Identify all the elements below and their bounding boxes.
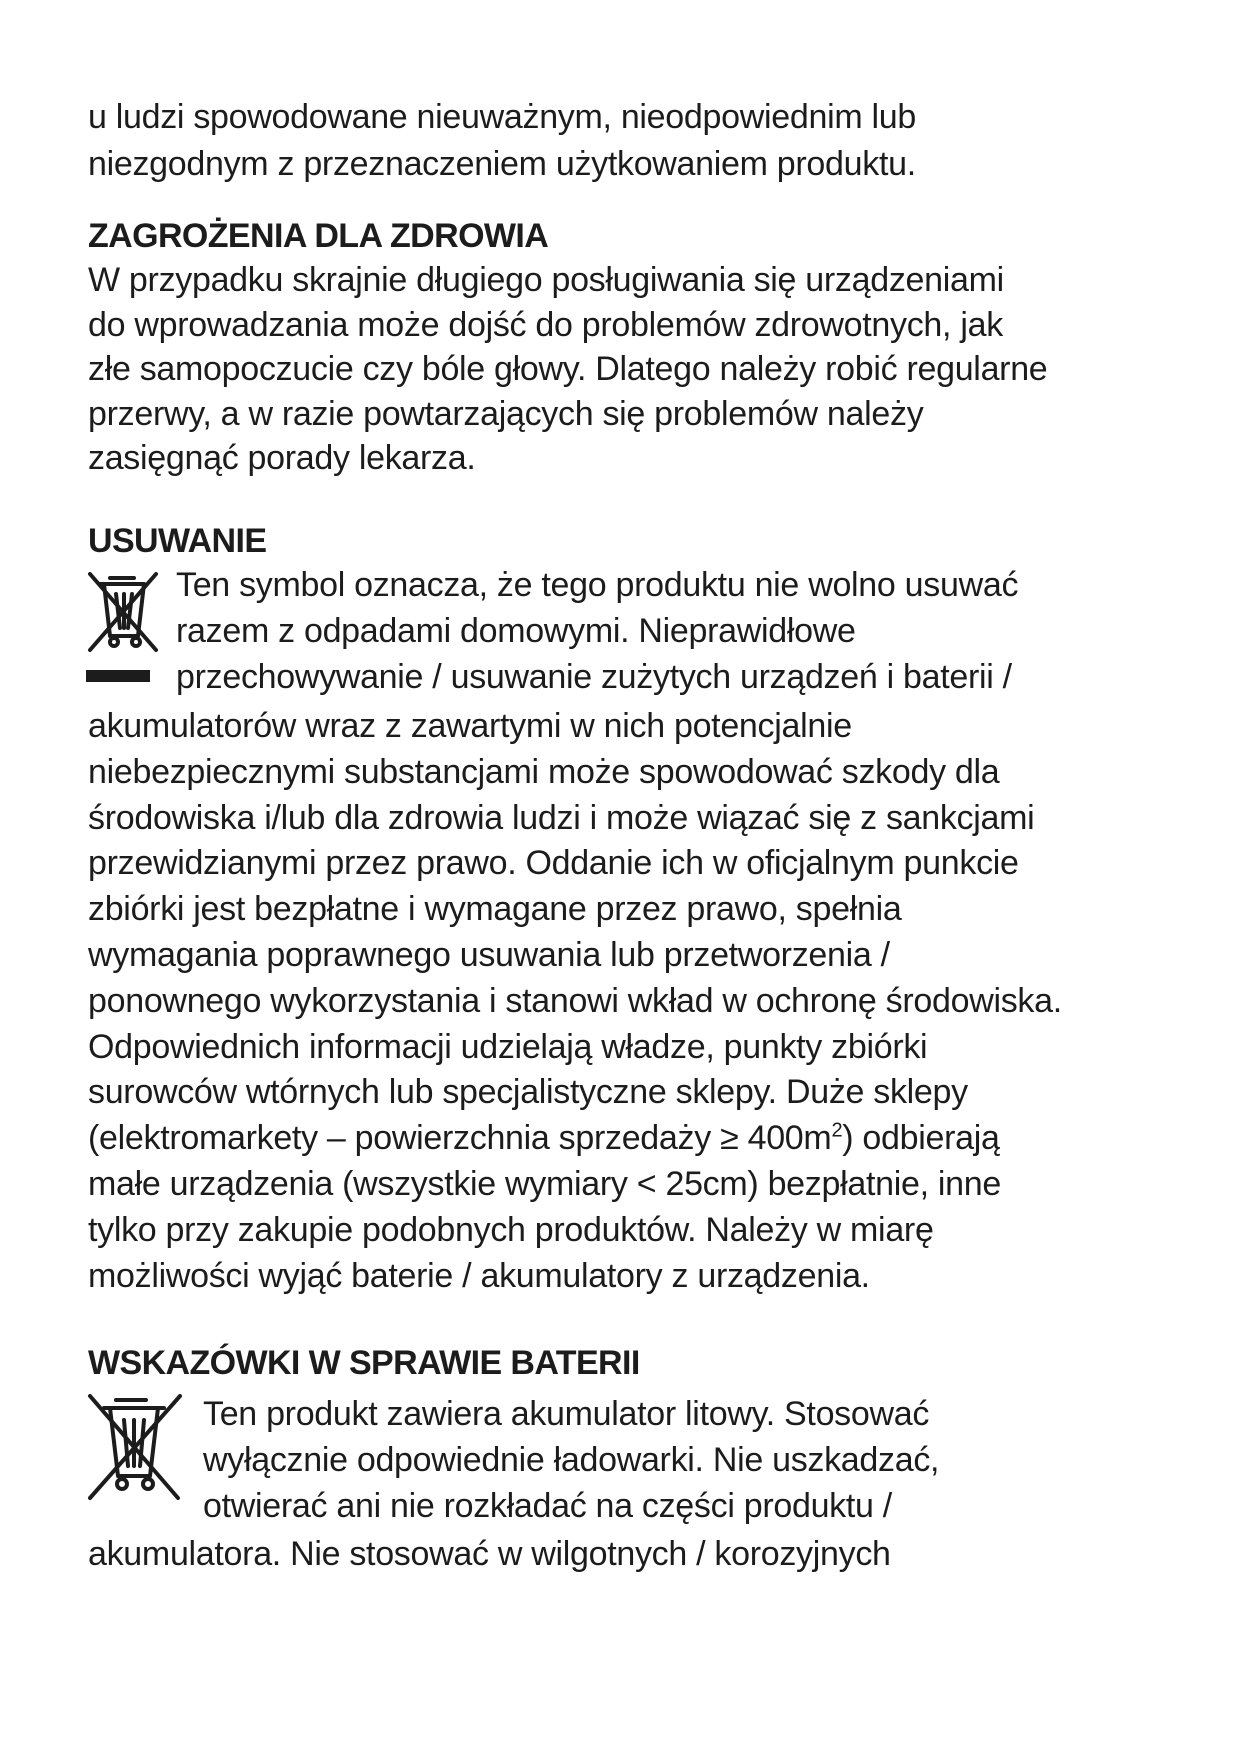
text-line: do wprowadzania może dojść do problemów zdrowotnych, jak — [88, 305, 1003, 344]
text-line: środowiska i/lub dla zdrowia ludzi i może wiązać się z sankcjami — [88, 798, 1035, 837]
text-line: wyłącznie odpowiednie ładowarki. Nie uszkadzać, — [203, 1441, 940, 1479]
text-line: Ten produkt zawiera akumulator litowy. Stosować — [203, 1395, 930, 1433]
text-line: niezgodnym z przeznaczeniem użytkowaniem produktu. — [88, 145, 916, 183]
health-paragraph — [88, 258, 1168, 481]
intro-paragraph — [88, 94, 1168, 188]
text-line: niebezpiecznymi substancjami może spowodować szkody dla — [88, 752, 1000, 791]
text-line: akumulatora. Nie stosować w wilgotnych / korozyjnych — [88, 1535, 891, 1573]
text-line: przerwy, a w razie powtarzających się problemów należy — [88, 394, 924, 433]
area-text-after: ) odbierają — [842, 1119, 1000, 1158]
text-line: małe urządzenia (wszystkie wymiary < 25cm) bezpłatnie, inne — [88, 1164, 1001, 1203]
battery-heading: WSKAZÓWKI W SPRAWIE BATERII — [88, 1344, 640, 1382]
text-line: tylko przy zakupie podobnych produktów. Należy w miarę — [88, 1210, 934, 1249]
text-line: Odpowiednich informacji udzielają władze, punkty zbiórki — [88, 1027, 928, 1066]
crossed-out-wheelie-bin-icon — [86, 1392, 186, 1504]
battery-indented-paragraph — [203, 1391, 1241, 1529]
battery-paragraph — [88, 1531, 1168, 1578]
text-line: przechowywanie / usuwanie zużytych urządzeń i baterii / — [176, 658, 1012, 696]
text-line: otwierać ani nie rozkładać na części produktu / — [203, 1487, 892, 1525]
text-line: możliwości wyjąć baterie / akumulatory z urządzenia. — [88, 1256, 870, 1295]
text-line: razem z odpadami domowymi. Nieprawidłowe — [176, 612, 856, 650]
text-line: akumulatorów wraz z zawartymi w nich potencjalnie — [88, 707, 852, 745]
health-heading: ZAGROŻENIA DLA ZDROWIA — [88, 217, 549, 255]
text-line: ponownego wykorzystania i stanowi wkład w ochronę środowiska. — [88, 981, 1062, 1020]
disposal-indented-paragraph — [176, 562, 1241, 700]
text-line: złe samopoczucie czy bóle głowy. Dlatego należy robić regularne — [88, 350, 1048, 388]
text-line: surowców wtórnych lub specjalistyczne sklepy. Duże sklepy — [88, 1073, 968, 1112]
disposal-paragraph — [88, 704, 1168, 1299]
text-line: przewidzianymi przez prawo. Oddanie ich w oficjalnym punkcie — [88, 844, 1019, 883]
text-line: wymagania poprawnego usuwania lub przetworzenia / — [88, 935, 890, 974]
crossed-out-wheelie-bin-with-bar-icon — [86, 570, 162, 690]
superscript-two: 2 — [831, 1119, 843, 1142]
text-line: zbiórki jest bezpłatne i wymagane przez prawo, spełnia — [88, 890, 902, 929]
text-line: u ludzi spowodowane nieuważnym, nieodpowiednim lub — [88, 98, 916, 136]
area-line — [88, 1116, 1168, 1162]
area-text-before: (elektromarkety – powierzchnia sprzedaży ≥ 400m — [88, 1119, 832, 1158]
disposal-heading: USUWANIE — [88, 522, 267, 560]
text-line: zasięgnąć porady lekarza. — [88, 439, 476, 477]
text-line: Ten symbol oznacza, że tego produktu nie wolno usuwać — [176, 566, 1019, 604]
text-line: W przypadku skrajnie długiego posługiwania się urządzeniami — [88, 261, 1004, 299]
